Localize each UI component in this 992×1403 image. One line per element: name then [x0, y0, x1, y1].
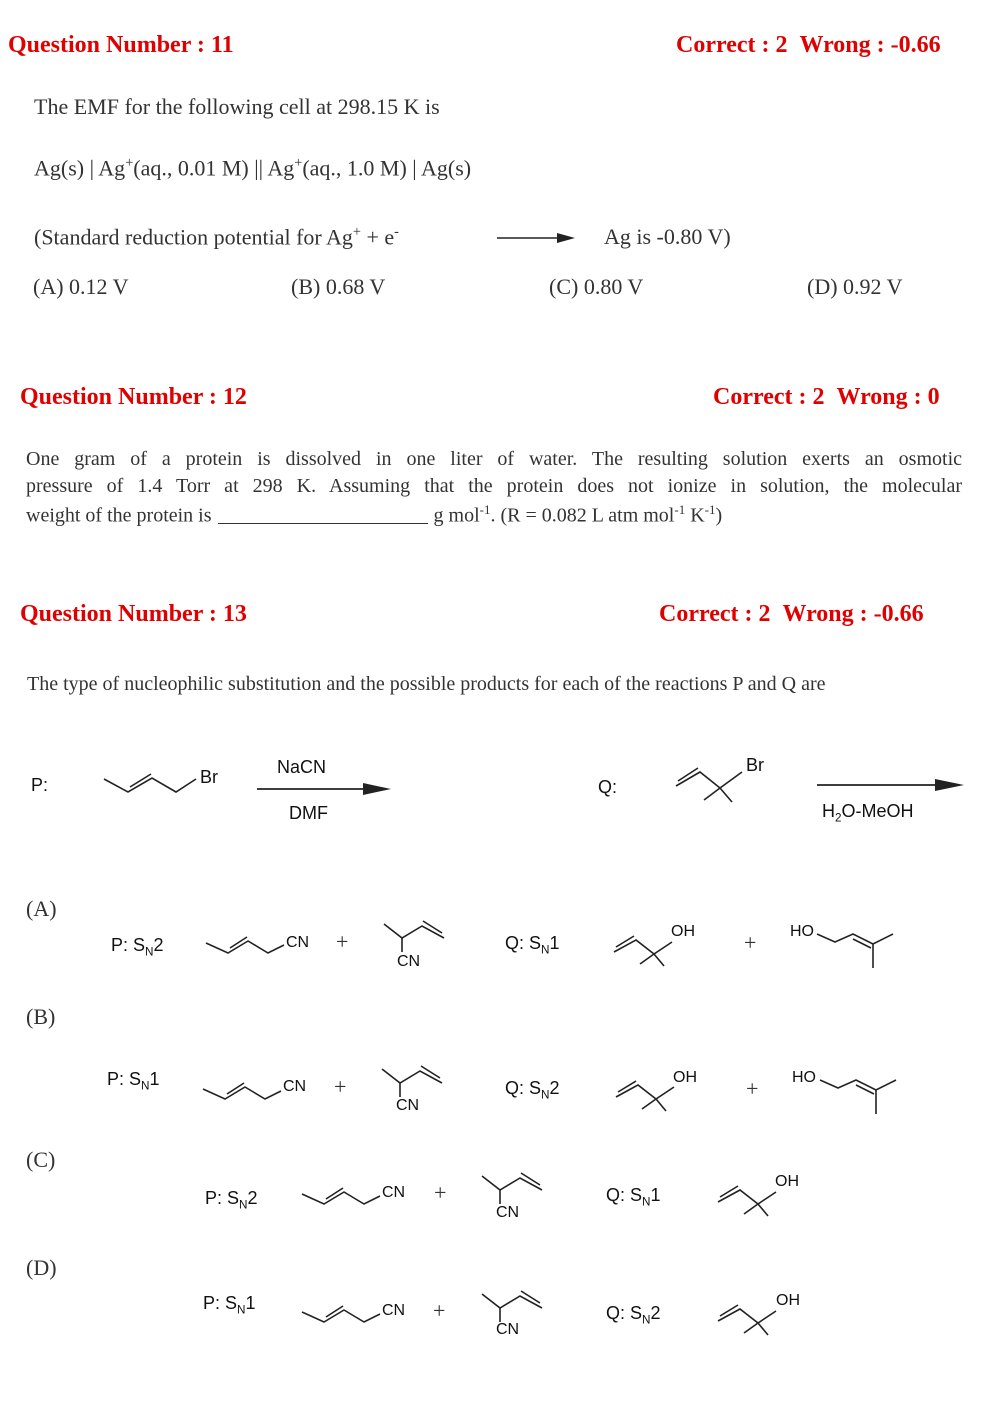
q13-option-b-oh: OH [673, 1069, 697, 1086]
reaction-p-solvent: DMF [289, 803, 328, 823]
q11-note-suffix: Ag is -0.80 V) [604, 224, 731, 249]
q13-option-a-primary-alcohol-structure [815, 926, 897, 970]
reaction-p-allyl-bromide-structure [100, 765, 200, 795]
q13-option-a-cn-1: CN [286, 934, 310, 951]
q13-option-a-tertiary-alcohol-structure [612, 928, 674, 968]
q12-stem-line1: One gram of a protein is dissolved in one liter of water. The resulting solution exerts an osmotic [26, 448, 962, 470]
q13-option-c-tertiary-alcohol-structure [716, 1178, 778, 1218]
q13-option-c-cn-2: CN [496, 1204, 520, 1221]
q11-option-c[interactable]: (C) 0.80 V [549, 274, 644, 299]
q13-option-b-q-type: Q: $S_N2$ [505, 1078, 560, 1102]
q13-option-a-ho: HO [790, 923, 814, 940]
q11-option-d[interactable]: (D) 0.92 V [807, 274, 903, 299]
q12-title: Question Number : 12 [20, 384, 247, 410]
q13-option-b-tertiary-alcohol-structure [614, 1073, 676, 1113]
q12-marks [713, 384, 940, 411]
q12-stem-line2: pressure of 1.4 Torr at 298 K. Assuming that the protein does not ionize in solution, the molecular [26, 475, 962, 497]
q13-marks [659, 601, 924, 628]
q13-option-b-cn-2: CN [396, 1097, 420, 1114]
q13-option-a-p-type: P: $S_N2$ [111, 935, 164, 959]
reaction-q-solvent: $H_2O$-MeOH [822, 801, 914, 825]
q13-option-a-sn2-product-structure [204, 933, 286, 957]
reaction-q-leaving-group: Br [746, 755, 764, 775]
q13-option-a-branched-nitrile-structure [380, 920, 450, 956]
q13-option-b-branched-nitrile-structure [378, 1065, 448, 1101]
q13-option-d-plus-1: + [433, 1298, 446, 1323]
q13-option-a-plus-1: + [336, 929, 349, 954]
reaction-p-reagent: NaCN [277, 757, 327, 777]
q13-title: Question Number : 13 [20, 601, 247, 627]
reaction-q-label: Q: [598, 777, 618, 797]
q13-option-a-label[interactable]: (A) [26, 896, 57, 921]
q13-option-b-label[interactable]: (B) [26, 1004, 56, 1029]
q12-wrong: Wrong : 0 [836, 384, 940, 410]
q11-wrong: Wrong : -0.66 [799, 32, 941, 58]
q13-option-d-tertiary-alcohol-structure [716, 1297, 778, 1337]
q13-option-a-oh: OH [671, 923, 695, 940]
q11-title: Question Number : 11 [8, 32, 234, 58]
q13-option-c-label[interactable]: (C) [26, 1147, 56, 1172]
q13-option-c-plus-1: + [434, 1180, 447, 1205]
q13-option-c-q-type: Q: $S_N1$ [606, 1185, 661, 1209]
q13-correct: Correct : 2 [659, 601, 771, 627]
q13-option-b-cn-1: CN [283, 1078, 307, 1095]
reaction-p-label: P: [31, 775, 49, 795]
q11-stem: The EMF for the following cell at 298.15 K is [34, 94, 440, 119]
q13-option-b-sn2-product-structure [201, 1079, 283, 1103]
q13-option-a-plus-2: + [744, 930, 757, 955]
q13-option-a-cn-2: CN [397, 953, 421, 970]
q13-option-b-plus-2: + [746, 1076, 759, 1101]
q13-option-b-plus-1: + [334, 1074, 347, 1099]
q13-option-d-label[interactable]: (D) [26, 1255, 57, 1280]
q13-option-a-q-type: Q: $S_N1$ [505, 933, 560, 957]
q13-option-b-p-type: P: $S_N1$ [107, 1069, 160, 1093]
q12-correct: Correct : 2 [713, 384, 825, 410]
q11-correct: Correct : 2 [676, 32, 788, 58]
q11-option-b[interactable]: (B) 0.68 V [291, 274, 386, 299]
q13-wrong: Wrong : -0.66 [782, 601, 924, 627]
q13-option-c-sn2-product-structure [300, 1184, 382, 1208]
q11-reaction-arrow [495, 230, 580, 246]
q13-option-c-p-type: P: $S_N2$ [205, 1188, 258, 1212]
reaction-p-arrow [255, 780, 395, 798]
q13-option-d-p-type: P: $S_N1$ [203, 1293, 256, 1317]
q13-option-d-cn-2: CN [496, 1321, 520, 1338]
reaction-q-arrow [815, 776, 967, 794]
q13-option-c-branched-nitrile-structure [478, 1172, 548, 1208]
reaction-p-leaving-group: Br [200, 767, 218, 787]
q13-option-d-sn2-product-structure [300, 1302, 382, 1326]
q12-stem-line3: weight of the protein is g mol$^{-1}$. (R = 0.082 L atm mol$^{-1}$ $K^{-1}$) [26, 502, 723, 527]
q13-option-c-oh: OH [775, 1173, 799, 1190]
q13-option-d-oh: OH [776, 1292, 800, 1309]
q12-answer-blank[interactable] [218, 522, 428, 524]
q11-option-a[interactable]: (A) 0.12 V [33, 274, 129, 299]
q13-option-b-ho: HO [792, 1069, 816, 1086]
q11-cell-notation: Ag(s) | Ag+(aq., 0.01 M) || Ag+(aq., 1.0 M) | Ag(s) [34, 155, 472, 181]
q13-option-b-primary-alcohol-structure [818, 1072, 900, 1116]
q13-stem: The type of nucleophilic substitution and the possible products for each of the reactions P and Q are [27, 673, 826, 695]
q13-option-d-q-type: Q: $S_N2$ [606, 1303, 661, 1327]
q11-marks [676, 32, 941, 59]
q13-option-d-cn-1: CN [382, 1302, 406, 1319]
q11-note: (Standard reduction potential for Ag+ + e- [34, 224, 399, 250]
q13-option-c-cn-1: CN [382, 1184, 406, 1201]
